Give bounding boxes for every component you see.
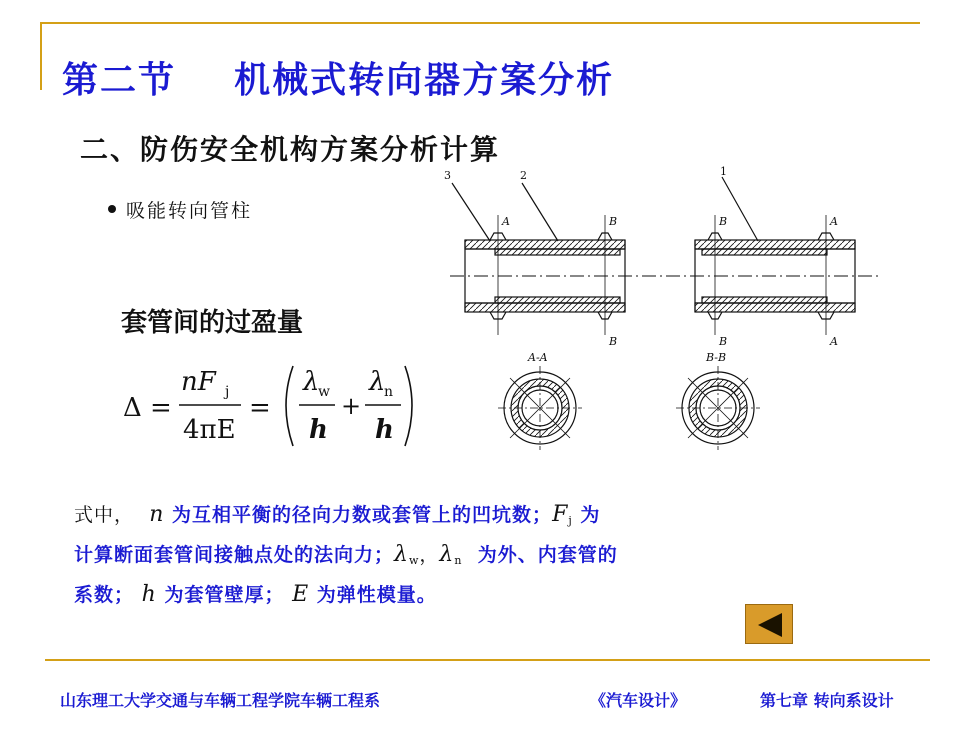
slide-title: 第二节 机械式转向器方案分析 [62,59,615,101]
bullet-item: 吸能转向管柱 [126,200,253,222]
formula-lambda-n: λ [369,367,386,397]
section-subtitle: 二、防伤安全机构方案分析计算 [80,133,501,166]
formula-lambda-w-sub: w [318,384,330,400]
footer-department: 山东理工大学交通与车辆工程学院车辆工程系 [60,691,381,710]
footer-rule [45,659,930,661]
formula-num-sub: j [225,384,230,400]
triangle-left-icon [754,611,786,639]
footer-course: 《汽车设计》 [590,691,687,710]
footer-chapter: 第七章 转向系设计 [760,691,894,710]
label-section-aa: A-A [528,351,548,364]
bullet-icon [108,205,116,213]
label-part-1: 1 [720,165,727,178]
previous-slide-button[interactable] [745,604,793,644]
label-b-bottom-left: B [609,335,618,348]
steering-column-diagram [440,165,910,460]
formula-h2: h [375,415,394,445]
label-part-2: 2 [520,169,527,182]
label-b-top-right: B [719,215,728,228]
left-rule [40,22,42,90]
formula-lambda-w: λ [303,367,320,397]
label-part-3: 3 [444,169,451,182]
formula-num: nF [181,367,216,397]
label-a-bottom-right: A [830,335,838,348]
interference-heading: 套管间的过盈量 [121,308,304,338]
label-section-bb: B-B [706,351,727,364]
label-b-bottom-right: B [719,335,728,348]
formula-lhs: Δ = [123,393,172,423]
label-b-top-left: B [609,215,618,228]
top-rule [40,22,920,24]
formula-eq: = [249,393,271,423]
formula-h1: h [309,415,328,445]
label-a-top-left: A [502,215,510,228]
label-a-top-right: A [830,215,838,228]
formula-den: 4πE [183,415,236,445]
interference-formula [123,350,423,460]
formula-description: 式中， n 为互相平衡的径向力数或套管上的凹坑数；$F_j$ 为 计算断面套管间接触点处的法向力；$\lambda_w$，$\lambda_n$ 为外、内套管的 系数； h 为套管壁厚； E 为弹性模量。 [74,502,618,607]
formula-lambda-n-sub: n [384,384,394,400]
formula-plus: + [341,392,362,420]
